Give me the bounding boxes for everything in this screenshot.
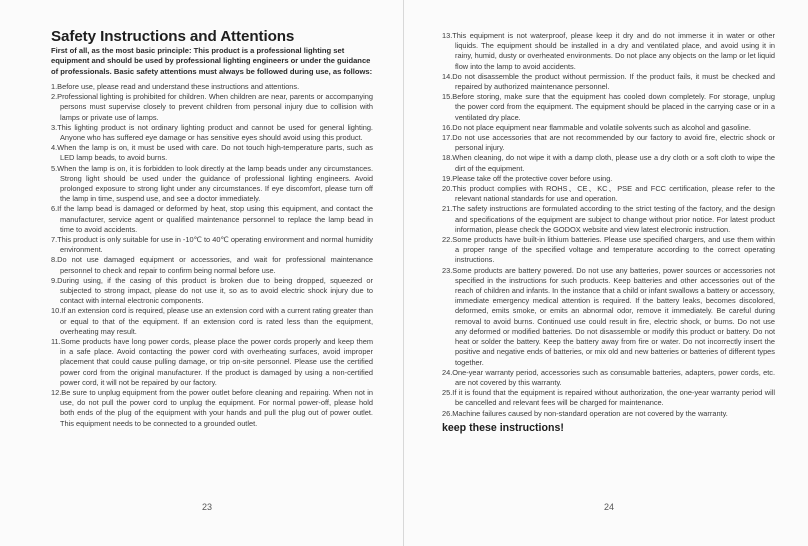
instruction-item-13: 13.This equipment is not waterproof, please keep it dry and do not immerse it in water or other liquids. The equipment should be installed in a dry and ventilated place, and avoid using it in rainy, humid, dusty or overheated environments. Do not place any objects on the lamp or let liquid flow into the lamp to avoid accidents. bbox=[442, 31, 775, 71]
instruction-item-20: 20.This product complies with ROHS、CE、KC、PSE and FCC certification, please refer to the relevant national standards for use and operation. bbox=[442, 184, 775, 204]
page-number-right: 24 bbox=[604, 502, 615, 512]
left-column bbox=[51, 28, 373, 429]
instruction-item-14: 14.Do not disassemble the product without permission. If the product fails, it must be checked and repaired by authorized maintenance personnel. bbox=[442, 71, 775, 92]
instruction-item-12: 12.Be sure to unplug equipment from the power outlet before cleaning and repairing. When not in use, do not pull the power cord to unplug the equipment. For normal power-off, please hold both ends of the plug of the equipment with your hands and pull the plug out of power outlet. This equipment needs to be connected to a grounded outlet. bbox=[51, 387, 373, 428]
instruction-item-15: 15.Before storing, make sure that the equipment has cooled down completely. For storage, unplug the power cord from the equipment. The equipment should be placed in the carrying case or in a ventilated dry place. bbox=[442, 92, 775, 122]
page-title: Safety Instructions and Attentions bbox=[51, 28, 295, 45]
page-right bbox=[404, 0, 808, 546]
instruction-item-6: 6.If the lamp bead is damaged or deformed by heat, stop using this equipment, and contact the manufacturer, service agent or qualified maintenance personnel to replace the lamp bead in time to avoid accidents. bbox=[51, 204, 373, 234]
instruction-item-22: 22.Some products have built-in lithium batteries. Please use specified chargers, and use them within a proper range of the specified voltage and temperature according to the correct operating instructions. bbox=[442, 235, 775, 265]
closing-statement: keep these instructions! bbox=[442, 421, 564, 434]
instruction-item-17: 17.Do not use accessories that are not recommended by our factory to avoid fire, electric shock or personal injury. bbox=[442, 133, 775, 153]
instruction-item-9: 9.During using, if the casing of this product is broken due to being dropped, squeezed or subjected to strong impact, please do not use it, so as to avoid electric shock injury due to contact with internal electronic components. bbox=[51, 275, 373, 306]
instruction-item-2: 2.Professional lighting is prohibited for children. When children are near, parents or accompanying persons must supervise closely to prevent children from personal injury due to collision with lamps or private use of lamps. bbox=[51, 92, 373, 122]
instruction-item-3: 3.This lighting product is not ordinary lighting product and cannot be used for general lighting. Anyone who has suffered eye damage or has sensitive eyes should avoid using this product. bbox=[51, 122, 373, 142]
instruction-item-8: 8.Do not use damaged equipment or accessories, and wait for professional maintenance personnel to check and repair to confirm being normal before use. bbox=[51, 255, 373, 275]
instruction-item-4: 4.When the lamp is on, it must be used with care. Do not touch high-temperature parts, such as LED lamp beads, to avoid burns. bbox=[51, 143, 373, 163]
instruction-item-18: 18.When cleaning, do not wipe it with a damp cloth, please use a dry cloth or a soft cloth to wipe the dirt of the equipment. bbox=[442, 153, 775, 173]
instruction-item-21: 21.The safety instructions are formulated according to the strict testing of the factory, and the design and specifications of the equipment are subject to change without prior notice. For latest product information, please check the GODOX website and view latest electronic instruction. bbox=[442, 204, 775, 234]
right-column bbox=[442, 31, 775, 435]
intro-paragraph: First of all, as the most basic principle: This product is a professional lighting set equipment and should be used by professional lighting engineers or under the guidance of professionals. Basic safety attentions must always be followed during use, as follows: bbox=[51, 46, 373, 76]
page-number-left: 23 bbox=[202, 502, 213, 512]
instruction-item-11: 11.Some products have long power cords, please place the power cords properly and keep them in a safe place. Avoid contacting the power cord with overheating surfaces, avoid improper placement that could cause pulling damage, or trip on-site personnel. Please use the certified power cord from the original manufacturer. If the product is damaged by using a non-certified power cord, it will not be repaired by our factory. bbox=[51, 336, 373, 387]
instruction-item-16: 16.Do not place equipment near flammable and volatile solvents such as alcohol and gasoline. bbox=[442, 122, 751, 132]
instruction-item-23: 23.Some products are battery powered. Do not use any batteries, power sources or accessories not specified in the instructions for such products. Keep batteries and other accessories out of the reach of children and infants. In the instance that a child or infant swallows a battery or accessory, immediate emergency medical attention is required. If the battery leaks, becomes discolored, deformed, emits smoke, or emits an abnormal odor, remove it immediately. Be careful during removal to avoid burns. Continued use could result in fire, electric shock, or burns. Do not use any deformed or modified batteries. Do not disassemble or modify this product or battery. Do not heat or solder the battery. Keep the battery away from fire or water. Do not incorrectly insert the positive and negative ends of batteries, or mix old and new batteries or batteries of different types together. bbox=[442, 265, 775, 367]
instruction-item-19: 19.Please take off the protective cover before using. bbox=[442, 173, 613, 183]
instruction-item-7: 7.This product is only suitable for use in -10℃ to 40℃ operating environment and normal humidity environment. bbox=[51, 234, 373, 255]
instruction-item-1: 1.Before use, please read and understand these instructions and attentions. bbox=[51, 81, 300, 91]
instruction-item-26: 26.Machine failures caused by non-standard operation are not covered by the warranty. bbox=[442, 408, 728, 418]
instruction-item-24: 24.One-year warranty period, accessories such as consumable batteries, adapters, power cords, etc. are not covered by this warranty. bbox=[442, 367, 775, 387]
instruction-item-5: 5.When the lamp is on, it is forbidden to look directly at the lamp beads under any circumstances. Strong light should be used under the guidance of professional lighting engineers. Avoid prolonged exposure to strong light under any circumstances. If eye discomfort, please turn off the lamp in time, suspend use, and see a doctor immediately. bbox=[51, 163, 373, 204]
instruction-item-10: 10.If an extension cord is required, please use an extension cord with a current rating greater than or equal to that of the equipment. If an extension cord is rated less than the equipment, overheating may result. bbox=[51, 306, 373, 336]
instruction-item-25: 25.If it is found that the equipment is repaired without authorization, the one-year warranty period will be cancelled and relevant fees will be charged for maintenance. bbox=[442, 388, 775, 408]
